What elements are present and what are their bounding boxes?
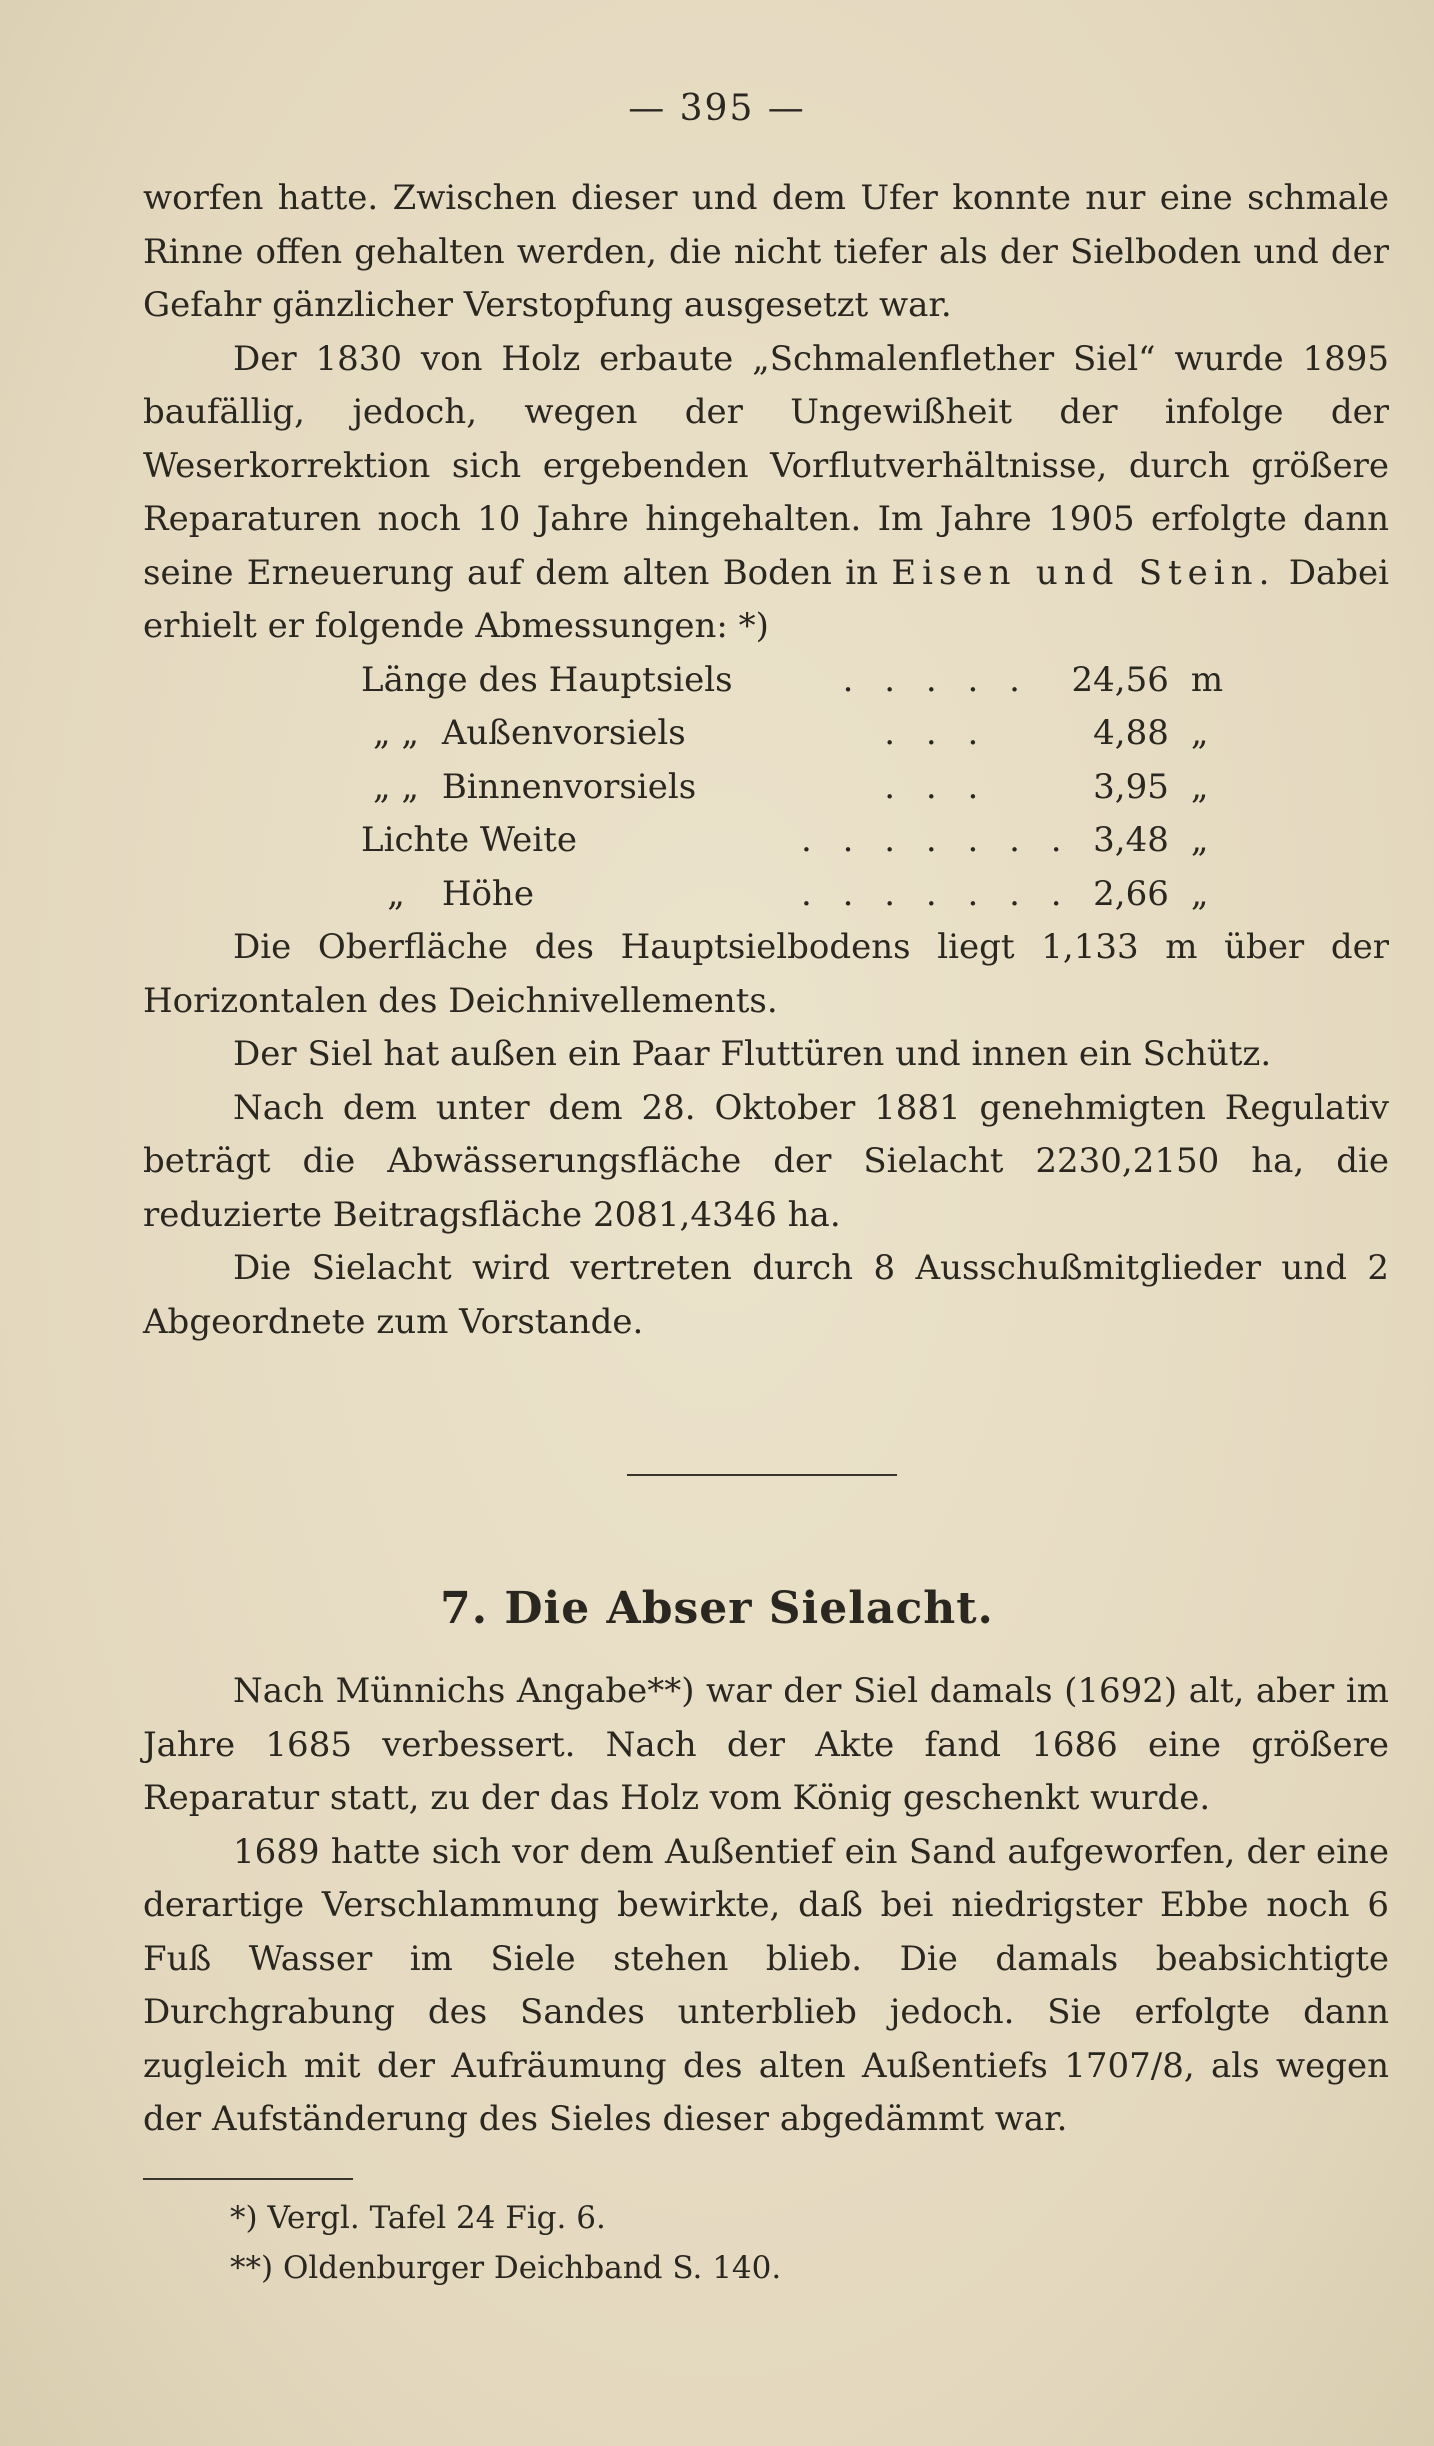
ditto-marks: „ „ — [372, 766, 420, 807]
top-text-block — [143, 172, 1389, 1349]
dimension-value: 2,66 — [1093, 873, 1169, 914]
dimension-unit: „ — [1190, 873, 1209, 914]
footnote: *) Vergl. Tafel 24 Fig. 6. — [230, 2200, 606, 2236]
dimension-row — [361, 654, 1261, 708]
paragraph-sand: 1689 hatte sich vor dem Außentief ein Sand aufgeworfen, der eine derartige Verschlammung bewirkte, daß bei niedrigster Ebbe noch 6 Fuß Wasser im Siele stehen blieb. Die damals beabsichtigte Durchgrabung des Sandes unterblieb jedoch. Sie erfolgte dann zugleich mit der Aufräumung des alten Außentiefs 1707/8, als wegen der Aufständerung des Sieles dieser abgedämmt war. — [143, 1831, 1389, 2139]
emphasis-material: Eisen und Stein. — [891, 552, 1276, 593]
ditto-marks: „ — [387, 873, 405, 914]
dimension-value: 24,56 — [1071, 659, 1169, 700]
dimension-label: Länge des Hauptsiels — [361, 659, 733, 700]
dimension-unit: „ — [1190, 820, 1209, 860]
footnote-divider — [143, 2178, 353, 2180]
paragraph-surface: Die Oberfläche des Hauptsielbodens liegt 1,133 m über der Horizontalen des Deichnivellements. — [143, 927, 1389, 1021]
dimension-label: Binnenvorsiels — [441, 766, 697, 807]
dimension-unit: „ — [1190, 713, 1209, 753]
footnotes — [230, 2193, 781, 2293]
dimension-row — [361, 814, 1261, 868]
dimension-row — [361, 707, 1261, 761]
dimensions-table — [361, 654, 1261, 922]
page-number: — 395 — — [628, 88, 806, 129]
paragraph-doors: Der Siel hat außen ein Paar Fluttüren und innen ein Schütz. — [233, 1034, 1272, 1074]
dimension-dots: . . . . . . . — [801, 873, 1072, 914]
paragraph-siel-renewal — [143, 333, 1389, 654]
dimension-value: 3,95 — [1093, 766, 1169, 807]
dimension-value: 4,88 — [1093, 713, 1169, 753]
paragraph-siel-renewal-end: Dabei erhielt er folgende Abmessungen: *) — [143, 552, 1389, 646]
dimension-unit: „ — [1190, 766, 1209, 807]
dimension-label: Außenvorsiels — [441, 713, 686, 753]
dimension-label: Lichte Weite — [361, 820, 577, 860]
paragraph-continuation: worfen hatte. Zwischen dieser und dem Ufer konnte nur eine schmale Rinne offen gehalten werden, die nicht tiefer als der Sielboden und der Gefahr gänzlicher Verstopfung ausgesetzt war. — [143, 178, 1389, 325]
footnote: **) Oldenburger Deichband S. 140. — [230, 2250, 782, 2286]
paragraph-muennich: Nach Münnichs Angabe**) war der Siel damals (1692) alt, aber im Jahre 1685 verbessert. Nach der Akte fand 1686 eine größere Reparatur statt, zu der das Holz vom König geschenkt wurde. — [143, 1671, 1389, 1818]
section-divider — [627, 1474, 897, 1476]
ditto-marks: „ „ — [372, 713, 420, 753]
paragraph-siel-renewal-text: Der 1830 von Holz erbaute „Schmalenflether Siel“ wurde 1895 baufällig, jedoch, wegen der Ungewißheit der infolge der Weserkorrektion sich ergebenden Vorflutverhältnisse, durch größere Reparaturen noch 10 Jahre hingehalten. Im Jahre 1905 erfolgte dann seine Erneuerung auf dem alten Boden in — [143, 338, 1389, 593]
paragraph-area: Nach dem unter dem 28. Oktober 1881 genehmigten Regulativ beträgt die Abwässerungsfläche der Sielacht 2230,2150 ha, die reduzierte Beitragsfläche 2081,4346 ha. — [143, 1087, 1389, 1235]
dimension-label: Höhe — [441, 873, 534, 914]
dimension-dots: . . . — [884, 713, 989, 753]
section-heading: 7. Die Abser Sielacht. — [440, 1583, 994, 1634]
dimension-row — [361, 761, 1261, 815]
dimension-value: 3,48 — [1093, 820, 1169, 860]
dimension-dots: . . . . . — [842, 659, 1030, 700]
dimension-dots: . . . . . . . — [801, 820, 1072, 860]
bottom-text-block — [143, 1665, 1389, 2147]
dimension-unit: m — [1190, 659, 1224, 700]
dimension-dots: . . . — [884, 766, 989, 807]
dimension-row — [361, 868, 1261, 922]
paragraph-representation: Die Sielacht wird vertreten durch 8 Ausschußmitglieder und 2 Abgeordnete zum Vorstande. — [143, 1248, 1389, 1342]
